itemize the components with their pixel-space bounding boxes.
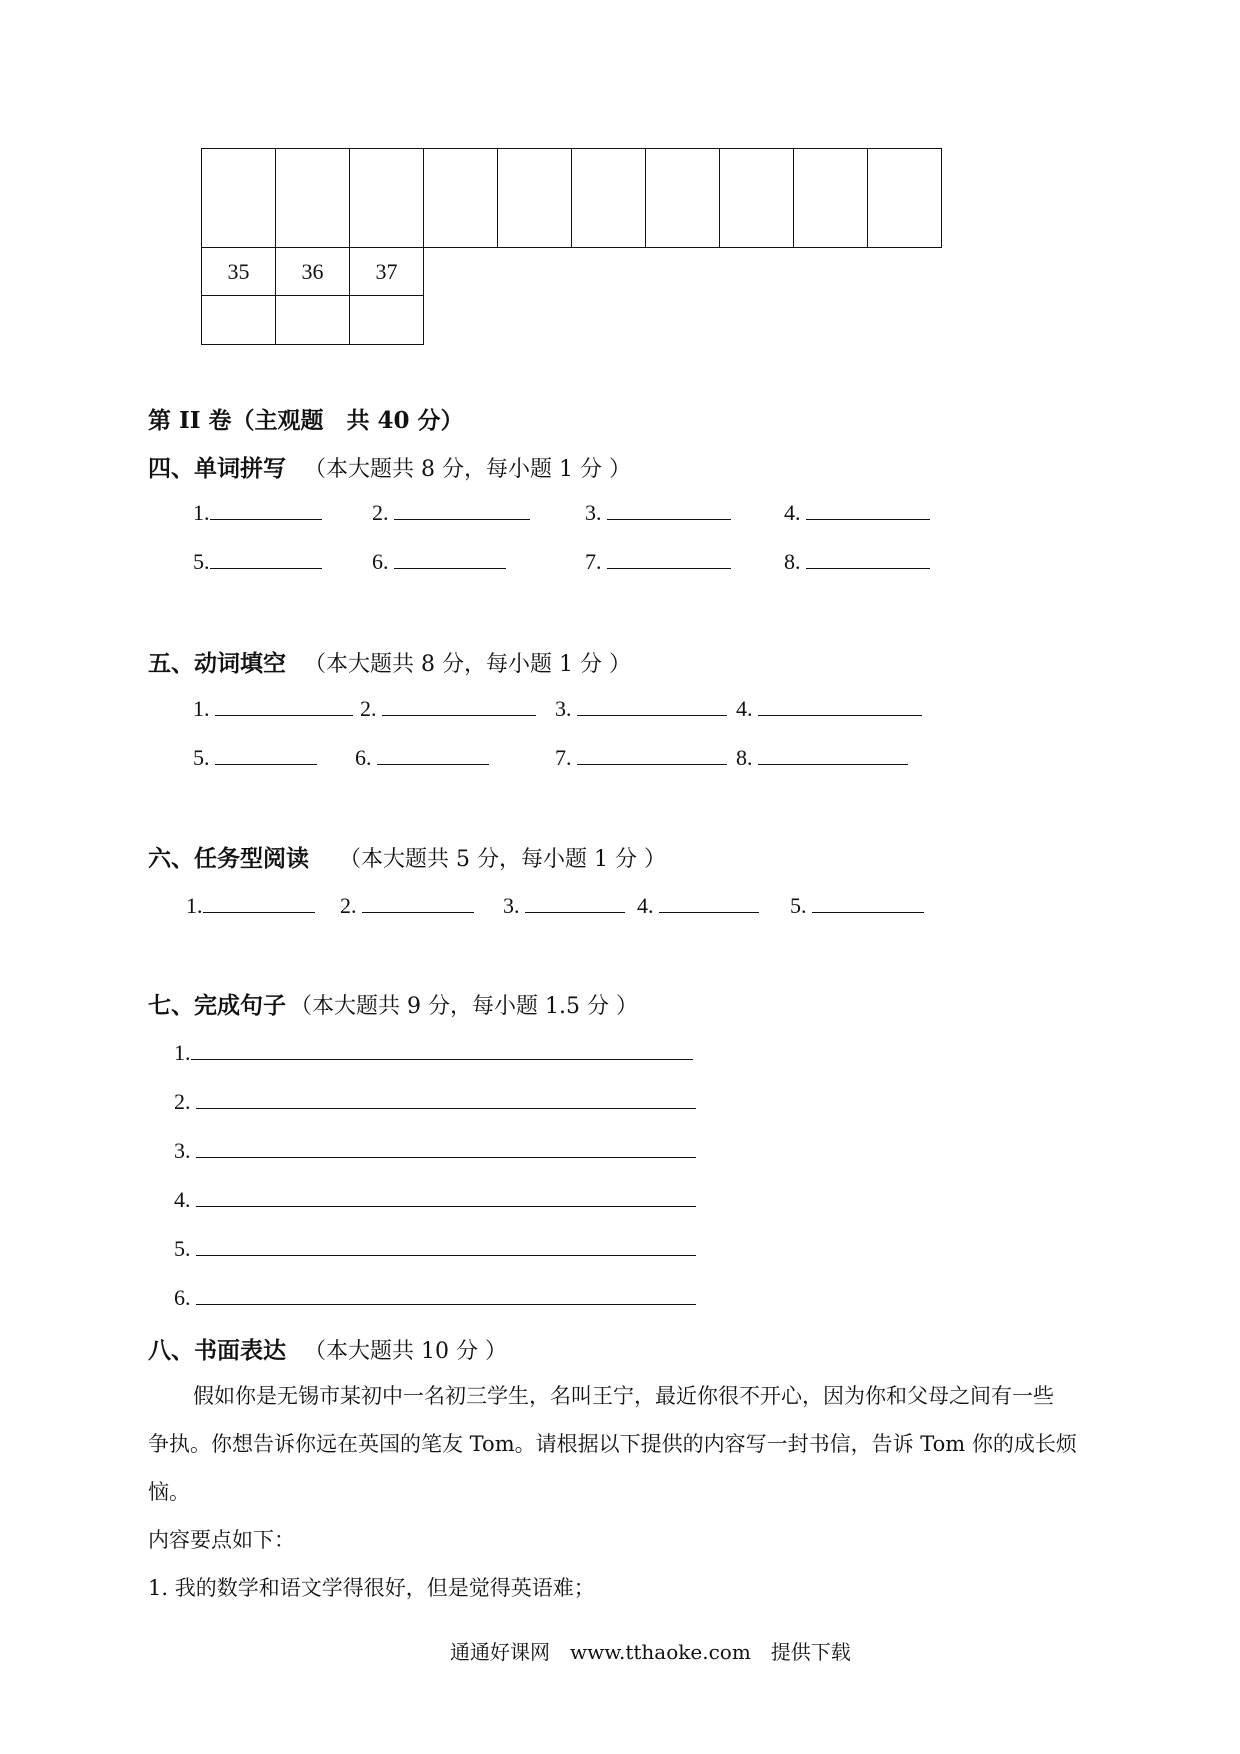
answer-box[interactable] — [646, 149, 720, 248]
answer-line[interactable] — [758, 760, 908, 765]
answer-box[interactable] — [202, 296, 276, 345]
answer-line[interactable] — [210, 564, 322, 569]
blank-item: 2. — [372, 500, 530, 526]
answer-line[interactable] — [196, 1251, 696, 1256]
sentence-line: 5. — [174, 1236, 696, 1262]
answer-line[interactable] — [577, 711, 727, 716]
answer-box[interactable] — [720, 149, 794, 248]
section-title: 六、任务型阅读 — [148, 845, 309, 872]
question-number: 36 — [276, 248, 350, 296]
blank-item: 6. — [372, 549, 506, 575]
points-heading: 内容要点如下： — [148, 1528, 295, 1552]
answer-line[interactable] — [525, 908, 625, 913]
blank-item: 6. — [355, 745, 489, 771]
blank-item: 4. — [784, 500, 930, 526]
section-title: 八、书面表达 — [148, 1337, 286, 1364]
content-point: 1. 我的数学和语文学得很好，但是觉得英语难； — [148, 1576, 595, 1600]
section-6-header — [148, 840, 666, 873]
section-title: 七、完成句子 — [148, 992, 286, 1019]
section-5-header — [148, 645, 631, 678]
sentence-line: 4. — [174, 1187, 696, 1213]
answer-line[interactable] — [210, 515, 322, 520]
blank-item: 2. — [340, 893, 474, 919]
blank-item: 4. — [637, 893, 759, 919]
answer-line[interactable] — [215, 760, 317, 765]
answer-line[interactable] — [806, 564, 930, 569]
blank-item: 1. — [186, 893, 315, 919]
sentence-line: 3. — [174, 1138, 696, 1164]
answer-line[interactable] — [758, 711, 922, 716]
answer-line[interactable] — [215, 711, 353, 716]
essay-prompt-line: 假如你是无锡市某初中一名初三学生，名叫王宁，最近你很不开心，因为你和父母之间有一些 — [193, 1384, 1054, 1408]
sentence-line: 6. — [174, 1285, 696, 1311]
section-note: （本大题共 5 分，每小题 1 分 ） — [339, 847, 666, 872]
answer-line[interactable] — [196, 1202, 696, 1207]
blank-item: 3. — [555, 696, 727, 722]
answer-box[interactable] — [572, 149, 646, 248]
essay-prompt-line: 恼。 — [148, 1480, 190, 1504]
answer-box[interactable] — [868, 149, 942, 248]
section-4-header — [148, 450, 631, 483]
blank-item: 8. — [736, 745, 908, 771]
section-note: （本大题共 10 分 ） — [304, 1339, 507, 1364]
blank-item: 2. — [360, 696, 536, 722]
answer-line[interactable] — [196, 1153, 696, 1158]
blank-item: 4. — [736, 696, 922, 722]
answer-line[interactable] — [812, 908, 924, 913]
answer-box[interactable] — [202, 149, 276, 248]
question-number: 35 — [202, 248, 276, 296]
answer-line[interactable] — [659, 908, 759, 913]
blank-item: 8. — [784, 549, 930, 575]
blank-item: 5. — [790, 893, 924, 919]
section-note: （本大题共 8 分，每小题 1 分 ） — [304, 652, 631, 677]
answer-line[interactable] — [806, 515, 930, 520]
question-number: 37 — [350, 248, 424, 296]
sentence-line: 1. — [174, 1040, 693, 1066]
blank-item: 5. — [193, 745, 317, 771]
answer-grid-bottom — [201, 247, 424, 345]
essay-prompt-line: 争执。你想告诉你远在英国的笔友 Tom。请根据以下提供的内容写一封书信，告诉 Tom 你的成长烦 — [148, 1432, 1077, 1456]
answer-box[interactable] — [794, 149, 868, 248]
part-title: 第 II 卷（主观题 共 40 分） — [148, 407, 464, 434]
blank-item: 7. — [555, 745, 727, 771]
answer-grid-top — [201, 148, 942, 248]
section-title: 五、动词填空 — [148, 650, 286, 677]
answer-line[interactable] — [191, 1055, 693, 1060]
page-footer: 通通好课网 www.tthaoke.com 提供下载 — [450, 1640, 851, 1664]
answer-line[interactable] — [394, 564, 506, 569]
answer-box[interactable] — [276, 296, 350, 345]
sentence-line: 2. — [174, 1089, 696, 1115]
section-note: （本大题共 9 分，每小题 1.5 分 ） — [290, 994, 638, 1019]
blank-item: 3. — [503, 893, 625, 919]
answer-box[interactable] — [276, 149, 350, 248]
answer-line[interactable] — [607, 515, 731, 520]
blank-item: 1. — [193, 500, 322, 526]
answer-line[interactable] — [362, 908, 474, 913]
answer-box[interactable] — [424, 149, 498, 248]
answer-line[interactable] — [196, 1104, 696, 1109]
section-title: 四、单词拼写 — [148, 455, 286, 482]
answer-line[interactable] — [577, 760, 727, 765]
blank-item: 1. — [193, 696, 353, 722]
answer-line[interactable] — [382, 711, 536, 716]
answer-line[interactable] — [607, 564, 731, 569]
answer-box[interactable] — [498, 149, 572, 248]
blank-item: 5. — [193, 549, 322, 575]
answer-line[interactable] — [203, 908, 315, 913]
answer-box[interactable] — [350, 296, 424, 345]
answer-line[interactable] — [196, 1300, 696, 1305]
answer-line[interactable] — [377, 760, 489, 765]
section-note: （本大题共 8 分，每小题 1 分 ） — [304, 457, 631, 482]
section-8-header — [148, 1332, 507, 1365]
answer-line[interactable] — [394, 515, 530, 520]
blank-item: 7. — [585, 549, 731, 575]
section-7-header — [148, 987, 638, 1020]
answer-box[interactable] — [350, 149, 424, 248]
blank-item: 3. — [585, 500, 731, 526]
